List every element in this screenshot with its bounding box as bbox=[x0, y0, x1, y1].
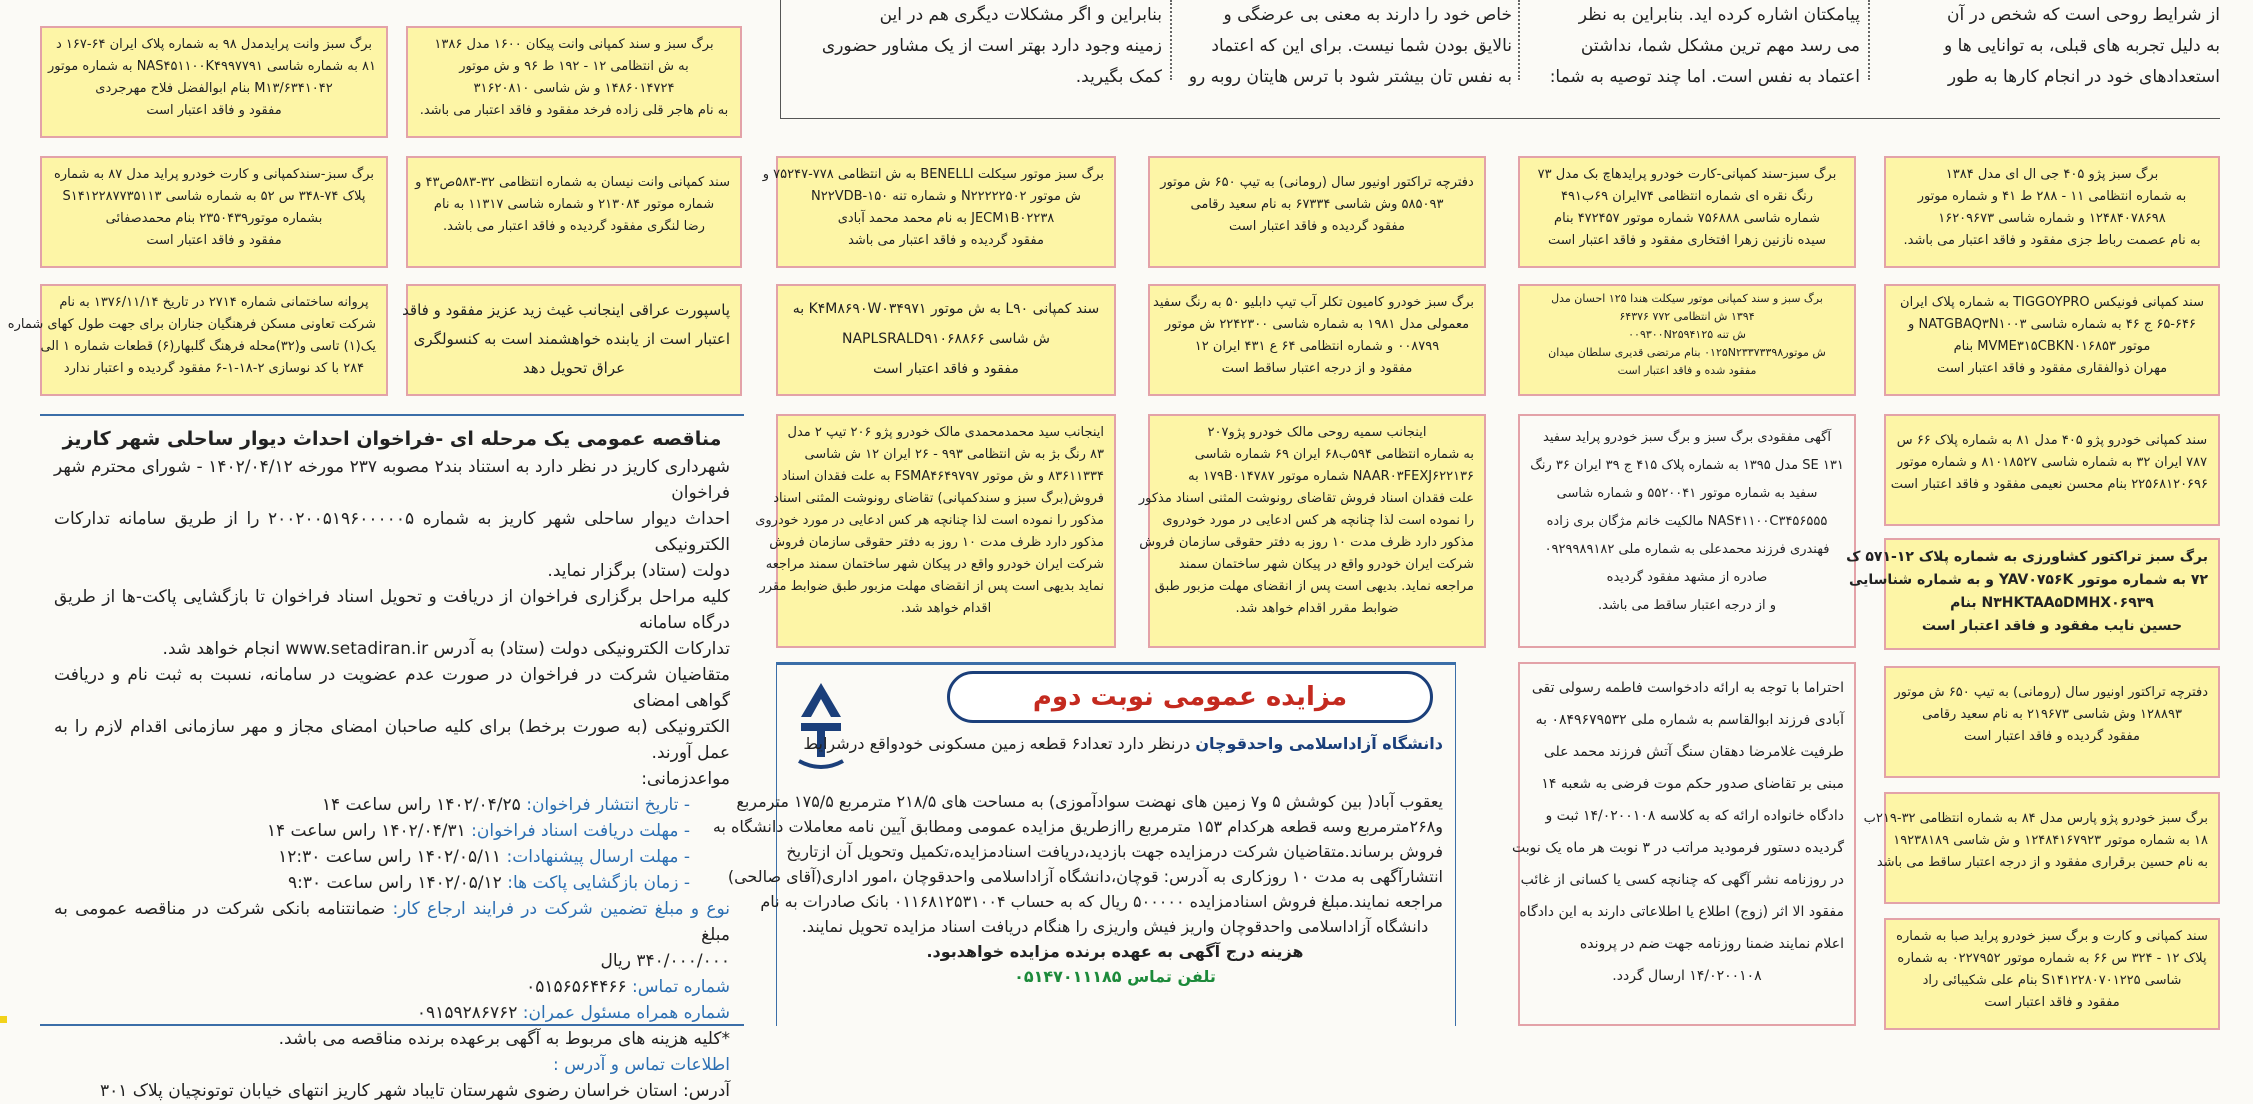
auction-line: فروش برساند.متقاضیان شرکت درمزایده جهت بازدید،دریافت اسنادمزایده،تکمیل وتحویل آن ازتاریخ bbox=[786, 842, 1443, 861]
university-logo-icon bbox=[791, 677, 851, 777]
notice-line: فهندری فرزند محمدعلی به شماره ملی ۰۹۲۹۹۸۹۱۸۲ bbox=[1544, 542, 1830, 557]
notice-line: علت فقدان اسناد فروش تقاضای رونوشت المثنی اسناد مذکور bbox=[1138, 491, 1474, 506]
notice-n20 bbox=[1884, 666, 2220, 778]
notice-line: مذکور دارد ظرف مدت ۱۰ روز به دفتر حقوقی سازمان فروش bbox=[1139, 535, 1474, 550]
notice-line: مفقود گردیده و فاقد اعتبار است bbox=[1229, 219, 1405, 234]
tender-guarantee-amount: ۳۴۰/۰۰۰/۰۰۰ ریال bbox=[600, 951, 730, 971]
notice-line: شرکت ایران خودرو واقع در پیکان شهر ساختمان سمند مراجعه bbox=[765, 557, 1104, 572]
article-line: خاص خود را دارند به معنی بی عرضگی و bbox=[1223, 5, 1512, 25]
notice-line: ۱۸ به شماره موتور ۱۲۴۸۴۱۶۷۹۲۳ و ش شاسی ۱۹۲۳۸۱۸۹ bbox=[1893, 833, 2208, 848]
notice-line: ۶۵-۶۴۶ ج ۴۶ به شماره شاسی NATGBAQ۳N۱۰۰۳ و bbox=[1908, 317, 2196, 332]
tender-mobile bbox=[54, 1000, 730, 1026]
notice-line: شرکت تعاونی مسکن فرهنگیان جناران برای جهت طول کهای شماره bbox=[7, 317, 376, 332]
notice-line: پلاک ۷۴-۳۴۸ س ۵۲ به شماره شاسی S۱۴۱۲۲۸۷۷۳۵۱۱۳ bbox=[62, 189, 366, 204]
tender-date-row bbox=[54, 818, 730, 844]
article-line: نالایق بودن شما نیست. برای این که اعتماد bbox=[1211, 36, 1512, 56]
auction-notice bbox=[712, 662, 1456, 1026]
notice-line: دادگاه خانواده ارائه که به کلاسه ۱۴/۰۲۰۰۱۰۸ ثبت و bbox=[1545, 808, 1844, 824]
notice-line: احتراما با توجه به ارائه دادخواست فاطمه رسولی تقی bbox=[1531, 680, 1844, 696]
notice-line: برگ سبز تراکتور کشاورزی به شماره پلاک ۱۲-۵۷۱ ک bbox=[1846, 549, 2208, 565]
tender-address: آدرس: استان خراسان رضوی شهرستان تایباد شهر کاریز انتهای خیابان توتونچیان پلاک ۳۰۱ bbox=[99, 1081, 730, 1101]
notice-line: دفترچه تراکتور اونیور سال (رومانی) به تیپ ۶۵۰ ش موتور bbox=[1894, 685, 2208, 700]
notice-line: مفقود شده و فاقد اعتبار است bbox=[1617, 364, 1757, 377]
notice-line: برگ سبز خودرو پژو پارس مدل ۸۴ به شماره انتظامی ۳۲-۲۱۹ب bbox=[1863, 811, 2208, 826]
notice-line: برگ سبز-سندکمپانی و کارت خودرو پراید مدل ۸۷ به شماره bbox=[53, 167, 375, 182]
notice-line: دفترچه تراکتور اونیور سال (رومانی) به تیپ ۶۵۰ ش موتور bbox=[1160, 175, 1474, 190]
notice-line: یک(۱) تاسی و(۳۲)محله فرهنگ گلبهار(۶) قطعات شماره ۱ الی bbox=[40, 339, 376, 354]
tender-paragraph-line: دولت (ستاد) برگزار نماید. bbox=[547, 561, 730, 581]
notice-line: برگ سبز خودرو کامیون تکلر آب تیپ دابلیو ۵۰ به رنگ سفید bbox=[1153, 295, 1474, 310]
article-line: بنابراین و اگر مشکلات دیگری هم در این bbox=[879, 5, 1162, 25]
notice-line: پروانه ساختمانی شماره ۲۷۱۴ در تاریخ ۱۳۷۶/۱۱/۱۴ به نام bbox=[59, 295, 369, 310]
notice-line: ۷۸۷ ایران ۳۲ به شماره شاسی ۸۱۰۱۸۵۲۷ و شماره موتور bbox=[1896, 455, 2208, 470]
notice-line: رنگ نقره ای شماره انتظامی ۷۴ایران ۶۹ب۴۹۱ bbox=[1560, 189, 1814, 204]
notice-n16 bbox=[1138, 414, 1486, 648]
notice-line: شرکت ایران خودرو واقع در پیکان شهر ساختمان سمند bbox=[1178, 557, 1474, 572]
notice-line: SE ۱۳۱ مدل ۱۳۹۵ به شماره پلاک ۴۱۵ ج ۳۹ ایران ۳۶ رنگ bbox=[1530, 458, 1844, 473]
article-column-1 bbox=[1880, 0, 2220, 93]
notice-line: مذکور را نموده است لذا چنانچه هر کس ادعایی در مورد خودروی bbox=[755, 513, 1104, 528]
tender-guarantee-label: نوع و مبلغ تضمین شرکت در فرایند ارجاع کار: bbox=[392, 899, 731, 919]
tender-notice bbox=[40, 414, 744, 1101]
notice-n10 bbox=[402, 284, 742, 396]
notice-line: مراجعه نماید. بدیهی است پس از انقضای مهلت مزبور طبق bbox=[1154, 579, 1474, 594]
notice-line: ۱۳۹۴ ش انتظامی ۷۷۲ ۶۴۳۷۶ bbox=[1619, 310, 1755, 323]
notice-n14 bbox=[1884, 284, 2220, 396]
auction-line: دانشگاه آزاداسلامی واحدقوچان واریز فیش واریزی را هنگام دریافت اسناد مزایده تحویل نمایند. bbox=[801, 917, 1429, 936]
notice-line: مفقود و فاقد اعتبار است bbox=[146, 233, 282, 248]
notice-line: اعتبار است از یابنده خواهشمند است به کنسولگری bbox=[413, 330, 730, 348]
tender-note: *کلیه هزینه های مربوط به آگهی برعهده برنده مناقصه می باشد. bbox=[278, 1029, 730, 1049]
article-line: به دلیل تجربه های قبلی، به توانایی ها و bbox=[1943, 36, 2220, 56]
tender-date-row bbox=[54, 870, 730, 896]
notice-line: ضوابط مقرر اقدام خواهد شد. bbox=[1235, 601, 1399, 616]
notice-line: بشماره موتور۲۳۵۰۴۳۹ بنام محمدصفائی bbox=[105, 211, 323, 226]
notice-line: پاسپورت عراقی اینجانب غیث زید عزیز مفقود و فاقد bbox=[402, 301, 730, 319]
notice-line: طرفیت غلامرضا دهقان سنگ آتش فرزند محمد علی bbox=[1543, 744, 1844, 760]
tender-phone bbox=[54, 974, 730, 1000]
notice-line: به شماره انتظامی ۱۱ - ۲۸۸ ط ۴۱ و شماره موتور bbox=[1917, 189, 2187, 204]
notice-line: مفقود و فاقد اعتبار است bbox=[146, 103, 282, 118]
tender-guarantee bbox=[54, 896, 730, 948]
auction-body bbox=[803, 731, 1443, 756]
notice-line: سند کمپانی و کارت و برگ سبز خودرو پراید صبا به شماره bbox=[1896, 929, 2208, 944]
article-line: کمک بگیرید. bbox=[1075, 67, 1162, 87]
article-column-3 bbox=[1176, 0, 1512, 93]
notice-line: رضا لنگری مفقود گردیده و فاقد اعتبار می باشد. bbox=[443, 219, 705, 234]
tender-paragraph-line: شهرداری کاریز در نظر دارد به استناد بند۲ مصوبه ۲۳۷ مورخه ۱۴۰۲/۰۴/۱۲ - شورای محترم شهر فراخوان bbox=[54, 457, 730, 503]
notice-line: مبنی بر تقاضای صدور حکم موت فرضی به شعبه ۱۴ bbox=[1541, 776, 1844, 792]
tender-date-row bbox=[54, 792, 730, 818]
notice-line: NAAR۰۳FEXJ۶۲۲۱۳۶ شماره موتور ۱۷۹B۰۱۴۷۸۷ به bbox=[1188, 469, 1474, 484]
notice-line: مفقود الا اثر (زوج) اطلاع یا اطلاعاتی دارند به این دادگاه bbox=[1519, 904, 1844, 920]
notice-line: ۸۱ به شماره شاسی NAS۴۵۱۱۰۰K۴۹۹۷۷۹۱ به شماره موتور bbox=[47, 59, 376, 74]
article-line: اعتماد به نفس است. اما چند توصیه به شما: bbox=[1549, 67, 1860, 87]
notice-line: اینجانب سمیه روحی مالک خودرو پژو۲۰۷ bbox=[1207, 425, 1427, 440]
notice-line: ش موتور۰۱۲۵N۲۳۳۷۳۳۹۸ بنام مرتضی قدیری سلطان میدان bbox=[1548, 346, 1826, 359]
notice-n3 bbox=[40, 156, 388, 268]
notice-line: NAS۴۱۱۰۰C۳۴۵۶۵۵۵ مالکیت خانم مژگان بری زاده bbox=[1546, 514, 1828, 529]
article-line: استعدادهای خود در انجام کارها به طور bbox=[1947, 67, 2220, 87]
tender-contact-heading: اطلاعات تماس و آدرس : bbox=[552, 1055, 730, 1075]
article-line: از شرایط روحی است که شخص در آن bbox=[1947, 5, 2220, 25]
auction-fee: هزینه درج آگهی به عهده برنده مزایده خواهدبود. bbox=[926, 942, 1304, 961]
tender-date-label: - مهلت دریافت اسناد فراخوان: bbox=[471, 821, 690, 841]
notice-n12 bbox=[1148, 284, 1486, 396]
notice-line: برگ سبز-سند کمپانی-کارت خودرو پرایدهاچ بک مدل ۷۳ bbox=[1537, 167, 1837, 182]
article-line: زمینه وجود دارد بهتر است از یک مشاور حضوری bbox=[821, 36, 1162, 56]
notice-n7 bbox=[1518, 156, 1856, 268]
notice-line: به شماره انتظامی ۵۹۴ب۶۸ ایران ۶۹ شماره شاسی bbox=[1194, 447, 1474, 462]
notice-line: مفقود و فاقد اعتبار است bbox=[873, 361, 1019, 377]
notice-line: ش شاسی NAPLSRALD۹۱۰۶۸۸۶۶ bbox=[841, 331, 1051, 347]
article-line: پیامکتان اشاره کرده اید. بنابراین به نظر bbox=[1578, 5, 1860, 25]
notice-line: حسین نایب مفقود و فاقد اعتبار است bbox=[1921, 618, 2183, 634]
notice-line: فروش(برگ سبز و سندکمپانی) تقاضای رونوشت المثنی اسناد bbox=[773, 491, 1104, 506]
auction-phone: تلفن تماس ۰۵۱۴۷۰۱۱۱۸۵ bbox=[1014, 967, 1216, 986]
article-frame-left bbox=[780, 0, 781, 118]
notice-line: ۵۸۵۰۹۳ وش شاسی ۶۷۳۳۴ به نام سعید رقامی bbox=[1190, 197, 1444, 212]
tender-date-label: - مهلت ارسال پیشنهادات: bbox=[506, 847, 690, 867]
notice-n2 bbox=[406, 26, 742, 138]
notice-line: را نموده است لذا چنانچه هر کس ادعایی در مورد خودروی bbox=[1162, 513, 1474, 528]
notice-line: ۰۰۸۷۹۹ و شماره انتظامی ۶۴ ع ۴۳۱ ایران ۱۲ bbox=[1194, 339, 1440, 354]
notice-n6 bbox=[1148, 156, 1486, 268]
notice-n22 bbox=[1884, 918, 2220, 1030]
notice-n17 bbox=[1518, 414, 1856, 648]
notice-line: برگ سبز و سند کمپانی وانت پیکان ۱۶۰۰ مدل ۱۳۸۶ bbox=[434, 37, 714, 52]
tender-phone-label: شماره تماس: bbox=[632, 977, 730, 997]
notice-line: موتور MVME۳۱۵CBKN۰۱۶۸۵۳ بنام bbox=[1953, 339, 2151, 354]
notice-line: ۲۸۴ با کد نوسازی ۲-۱۸-۱-۶ مفقود گردیده و اعتبار ندارد bbox=[63, 361, 365, 376]
notice-line: به نام حسین برقراری مفقود و از درجه اعتبار ساقط می باشد bbox=[1876, 855, 2208, 870]
article-line: می رسد مهم ترین مشکل شما، نداشتن bbox=[1580, 36, 1860, 56]
notice-line: ۲۲۵۶۸۱۲۰۶۹۶ بنام محسن نعیمی مفقود و فاقد اعتبار است bbox=[1890, 477, 2208, 492]
notice-line: ۸۳ رنگ بژ به ش انتظامی ۹۹۳ - ۲۶ ایران ۱۲ ش شاسی bbox=[804, 447, 1104, 462]
tender-phone-value: ۰۵۱۵۶۵۶۴۴۶۶ bbox=[526, 977, 627, 997]
notice-line: مفقود و فاقد اعتبار است bbox=[1984, 995, 2120, 1010]
notice-n15 bbox=[755, 414, 1116, 648]
article-frame-bottom bbox=[780, 118, 2220, 119]
tender-date-value: ۱۴۰۲/۰۵/۱۱ راس ساعت ۱۲:۳۰ bbox=[278, 847, 502, 867]
notice-n9 bbox=[7, 284, 388, 396]
tender-paragraph-line: احداث دیوار ساحلی شهر کاریز به شماره ۲۰۰۲۰۰۵۱۹۶۰۰۰۰۰۵ را از طریق سامانه تدارکات الکترونیکی bbox=[54, 509, 730, 555]
article-column-4 bbox=[800, 0, 1162, 93]
tender-guarantee-text: ضمانتنامه بانکی شرکت در مناقصه عمومی به مبلغ bbox=[54, 899, 730, 945]
notice-n21 bbox=[1863, 792, 2220, 904]
column-separator bbox=[1170, 0, 1172, 80]
notice-line: شماره شاسی ۷۵۶۸۸۸ شماره موتور ۴۷۲۴۵۷ بنام bbox=[1554, 211, 1820, 226]
notice-n4 bbox=[406, 156, 742, 268]
notice-line: شاسی S۱۴۱۲۲۸۰۷۰۱۲۲۵ بنام علی شکیبائی راد bbox=[1922, 973, 2182, 988]
notice-line: برگ سبز و سند کمپانی موتور سیکلت هندا ۱۲۵ احسان مدل bbox=[1551, 292, 1823, 305]
notice-line: عراق تحویل دهد bbox=[522, 359, 626, 377]
notice-n19 bbox=[1846, 538, 2220, 650]
article-line: به نفس تان بیشتر شود با ترس هایتان روبه رو bbox=[1188, 67, 1512, 87]
tender-date-row bbox=[54, 844, 730, 870]
notice-line: JECM۱B۰۲۲۳۸ به نام محمد محمد آبادی bbox=[837, 211, 1055, 226]
notice-line: صادره از مشهد مفقود گردیده bbox=[1606, 570, 1768, 585]
notice-line: سند کمپانی خودرو پژو ۴۰۵ مدل ۸۱ به شماره پلاک ۶۶ س bbox=[1896, 433, 2208, 448]
auction-intro-text: درنظر دارد تعداد۶ قطعه زمین مسکونی خودواقع درشرایط bbox=[803, 734, 1191, 753]
notice-n23 bbox=[1512, 662, 1856, 1026]
tender-mobile-label: شماره همراه مسئول عمران: bbox=[522, 1003, 730, 1023]
tender-date-label: - تاریخ انتشار فراخوان: bbox=[526, 795, 690, 815]
notice-line: سیده نازنین زهرا افتخاری مفقود و فاقد اعتبار است bbox=[1547, 233, 1827, 248]
notice-line: برگ سبز موتور سیکلت BENELLI به ش انتظامی ۷۷۸-۷۵۲۴۷ و bbox=[762, 167, 1104, 182]
notice-line: مفقود و از درجه اعتبار ساقط است bbox=[1221, 361, 1413, 376]
notice-line: ش موتور N۲۲۲۲۲۵۰۲ و شماره تنه N۲۲VDB-۱۵۰ bbox=[811, 189, 1081, 204]
notice-n5 bbox=[762, 156, 1116, 268]
notice-line: گردیده دستور فرمودید مراتب در ۳ نوبت هر ماه یک نوبت bbox=[1512, 840, 1844, 856]
tender-date-label: - زمان بازگشایی پاکت ها: bbox=[507, 873, 690, 893]
notice-line: آبادی فرزند ابوالقاسم به شماره ملی ۰۸۴۹۶۷۹۵۳۲ به bbox=[1535, 712, 1844, 728]
auction-title: مزایده عمومی نوبت دوم bbox=[947, 671, 1433, 723]
notice-line: اعلام نمایند ضمنا روزنامه جهت ضم در پرونده bbox=[1579, 936, 1844, 952]
notice-line: مفقود گردیده و فاقد اعتبار است bbox=[1964, 729, 2140, 744]
notice-line: مفقود گردیده و فاقد اعتبار می باشد bbox=[848, 233, 1044, 248]
auction-intro bbox=[803, 731, 1443, 756]
page-marker bbox=[0, 1016, 7, 1023]
auction-line: انتشارآگهی به مدت ۱۰ روزکاری به آدرس: قوچان،دانشگاه آزاداسلامی واحدقوچان ،امور اداری(آقای صالحی) bbox=[727, 867, 1443, 886]
notice-line: M۱۳/۶۳۴۱۰۴۲ بنام ابوالفضل فلاح مهرجردی bbox=[95, 81, 333, 96]
article-column-2 bbox=[1524, 0, 1860, 93]
notice-line: سند کمپانی L۹۰ به ش موتور K۴M۸۶۹۰W۰۳۴۹۷۱ به bbox=[792, 301, 1100, 317]
tender-title: مناقصه عمومی یک مرحله ای -فراخوان احداث دیوار ساحلی شهر کاریز bbox=[62, 428, 722, 450]
notice-n11 bbox=[776, 284, 1116, 396]
notice-line: به ش انتظامی ۱۲ - ۱۹۲ ط ۹۶ و ش موتور bbox=[459, 59, 689, 74]
notice-line: به نام عصمت رباط جزی مفقود و فاقد اعتبار می باشد. bbox=[1903, 233, 2201, 248]
tender-paragraph-line: تدارکات الکترونیکی دولت (ستاد) به آدرس www.setadiran.ir انجام خواهد شد. bbox=[162, 639, 730, 659]
notice-line: مهران ذوالفقاری مفقود و فاقد اعتبار است bbox=[1936, 361, 2168, 376]
tender-date-value: ۱۴۰۲/۰۴/۲۵ راس ساعت ۱۴ bbox=[321, 795, 521, 815]
notice-line: ۱۲۴۸۴۰۷۸۶۹۸ و شماره شاسی ۱۶۲۰۹۶۷۳ bbox=[1938, 211, 2166, 226]
auction-text bbox=[712, 789, 1443, 989]
notice-n18 bbox=[1884, 414, 2220, 526]
notice-line: ۱۴۸۶۰۱۴۷۲۴ و ش شاسی ۳۱۶۲۰۸۱۰ bbox=[473, 81, 675, 96]
notice-line: مذکور دارد ظرف مدت ۱۰ روز به دفتر حقوقی سازمان فروش bbox=[769, 535, 1104, 550]
notice-line: برگ سبز وانت پرایدمدل ۹۸ به شماره پلاک ایران ۶۴-۱۶۷ د bbox=[55, 37, 373, 52]
notice-n13 bbox=[1518, 284, 1856, 396]
tender-schedule-heading: مواعدزمانی: bbox=[641, 769, 730, 789]
column-separator bbox=[1868, 0, 1870, 80]
notice-line: سند کمپانی فونیکس TIGGOYPRO به شماره پلاک ایران bbox=[1900, 295, 2204, 310]
notice-line: ۸۳۶۱۱۳۳۴ و ش موتور FSMA۴۶۴۹۷۹۷ به علت فقدان اسناد bbox=[781, 469, 1104, 484]
notice-line: سند کمپانی وانت نیسان به شماره انتظامی ۳۲-۵۸۳ص۴۳ و bbox=[415, 175, 730, 190]
notice-line: سفید به شماره موتور ۵۵۲۰۰۴۱ و شماره شاسی bbox=[1556, 486, 1818, 501]
notice-line: ۷۲ به شماره موتور YAV۰۷۵۶K و به شماره شناسایی bbox=[1848, 572, 2208, 588]
notice-line: و از درجه اعتبار ساقط می باشد. bbox=[1597, 598, 1777, 613]
notice-line: ۱۴/۰۲۰۰۱۰۸ ارسال گردد. bbox=[1612, 968, 1762, 984]
notice-line: پلاک ۱۲ - ۳۲۴ س ۶۶ به شماره موتور ۰۲۲۷۹۵۲ به شماره bbox=[1897, 951, 2207, 966]
notice-line: برگ سبز پژو ۴۰۵ جی ال ای مدل ۱۳۸۴ bbox=[1945, 167, 2159, 182]
notice-line: شماره موتور ۲۱۳۰۸۴ و شماره شاسی ۱۱۳۱۷ به نام bbox=[433, 197, 715, 212]
notice-line: N۳HKTAA۵DMHX۰۶۹۳۹ بنام bbox=[1950, 595, 2154, 611]
column-separator bbox=[1518, 0, 1520, 80]
auction-line: و۲۶۸مترمربع وسه قطعه هرکدام ۱۵۳ مترمربع راازطریق مزایده عمومی ومطابق آیین نامه معاملات دانشگاه به bbox=[712, 817, 1443, 836]
tender-paragraph-line: الکترونیکی (به صورت برخط) برای کلیه صاحبان امضای مجاز و مهر سازمانی اقدام لازم را به عمل آورند. bbox=[54, 717, 730, 763]
notice-line: معمولی مدل ۱۹۸۱ به شماره شاسی ۲۲۴۲۳۰۰ ش موتور bbox=[1164, 317, 1470, 332]
notice-n1 bbox=[40, 26, 388, 138]
tender-mobile-value: ۰۹۱۵۹۲۸۶۷۶۲ bbox=[416, 1003, 518, 1023]
notice-line: ۱۲۸۸۹۳ وش شاسی ۲۱۹۶۷۳ به نام سعید رقامی bbox=[1922, 707, 2182, 722]
notice-line: نماید بدیهی است پس از انقضای مهلت مزبور طبق ضوابط مقرر bbox=[759, 579, 1104, 594]
auction-university: دانشگاه آزاداسلامی واحدقوچان bbox=[1195, 734, 1443, 753]
auction-line: مراجعه نمایند.مبلغ فروش اسنادمزایده ۵۰۰۰۰۰ ریال که به حساب ۰۱۱۶۸۱۲۵۳۱۰۰۴ بانک صادرات به نام bbox=[760, 892, 1443, 911]
notice-line: اقدام خواهد شد. bbox=[900, 601, 992, 616]
notice-line: ش تنه ۰۰۹۳۰۰N۲۵۹۴۱۲۵ bbox=[1628, 328, 1746, 341]
auction-line: یعقوب آباد( بین کوشش ۵ و۷ زمین های نهضت سوادآموزی) به مساحت های ۲۱۸/۵ مترمربع ۱۷۵/۵ مترمربع bbox=[736, 792, 1443, 811]
notice-n8 bbox=[1884, 156, 2220, 268]
notice-line: اینجانب سید محمدمحمدی مالک خودرو پژو ۲۰۶ تیپ ۲ مدل bbox=[787, 425, 1104, 440]
notice-line: در روزنامه نشر آگهی که چنانچه کسی یا کسانی از غائب bbox=[1520, 872, 1844, 888]
tender-date-value: ۱۴۰۲/۰۵/۱۲ راس ساعت ۹:۳۰ bbox=[288, 873, 502, 893]
tender-paragraph-line: متقاضیان شرکت در فراخوان در صورت عدم عضویت در سامانه، نسبت به ثبت نام و دریافت گواهی امضای bbox=[54, 665, 730, 711]
tender-date-value: ۱۴۰۲/۰۴/۳۱ راس ساعت ۱۴ bbox=[266, 821, 466, 841]
tender-paragraph-line: کلیه مراحل برگزاری فراخوان از دریافت و تحویل اسناد فراخوان تا بازگشایی پاکت-ها از طریق درگاه سامانه bbox=[54, 587, 730, 633]
notice-line: آگهی مفقودی برگ سبز و برگ سبز خودرو پراید سفید bbox=[1543, 430, 1831, 445]
notice-line: به نام هاجر قلی زاده فرخد مفقود و فاقد اعتبار می باشد. bbox=[419, 103, 729, 118]
